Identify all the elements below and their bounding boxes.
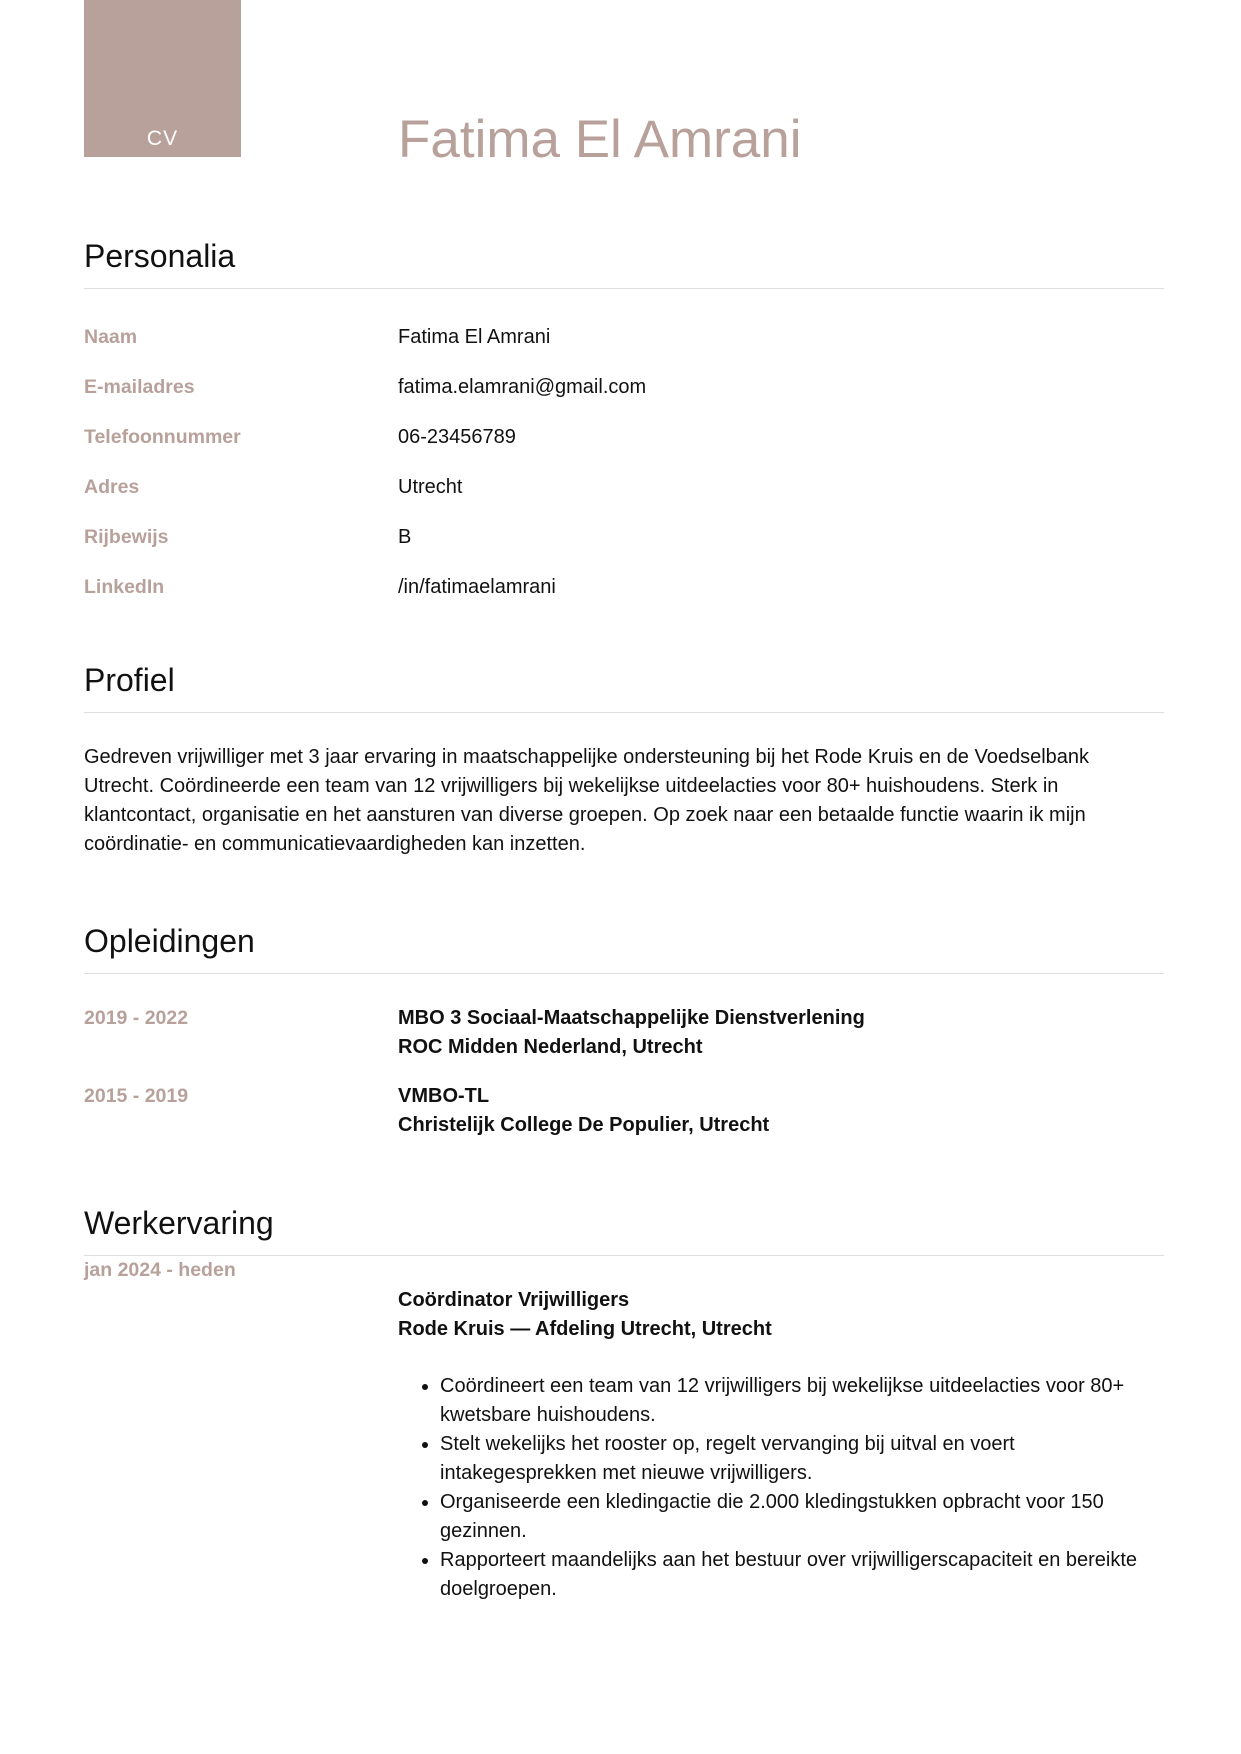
personalia-value: Utrecht — [398, 476, 463, 498]
education-school: ROC Midden Nederland, Utrecht — [398, 1036, 703, 1058]
job-role: Coördinator Vrijwilligers — [398, 1289, 630, 1311]
profile-text: Gedreven vrijwilliger met 3 jaar ervaring in maatschappelijke ondersteuning bij het Rode Kruis en de Voedselbank Utrecht. Coördineerde een team van 12 vrijwilligers bij wekelijkse uitdeelacties voor 80+ huishoudens. Sterk in klantcontact, organisatie en het aansturen van diverse groepen. Op zoek naar een betaalde functie waarin ik mijn coördinatie- en communicatievaardigheden kan inzetten. — [84, 746, 1090, 855]
personalia-label: Naam — [84, 326, 138, 348]
education-details — [398, 1082, 1164, 1140]
personalia-label: LinkedIn — [84, 576, 165, 598]
personalia-value: fatima.elamrani@gmail.com — [398, 376, 647, 398]
personalia-row-telefoon — [84, 423, 1164, 473]
job-bullet: • Coördineert een team van 12 vrijwilligers bij wekelijkse uitdeelacties voor 80+ kwetsbare huishoudens. — [440, 1372, 1164, 1430]
education-degree: VMBO-TL — [398, 1085, 490, 1107]
candidate-name: Fatima El Amrani — [398, 110, 802, 169]
job-period: jan 2024 - heden — [84, 1259, 236, 1281]
personalia-value: 06-23456789 — [398, 426, 516, 448]
job-bullets — [398, 1372, 1164, 1604]
education-item — [84, 1082, 1164, 1160]
section-personalia — [84, 236, 1164, 623]
education-list — [84, 974, 1164, 1160]
education-school: Christelijk College De Populier, Utrecht — [398, 1114, 770, 1136]
personalia-label: Rijbewijs — [84, 526, 169, 548]
personalia-row-linkedin — [84, 573, 1164, 623]
personalia-row-rijbewijs — [84, 523, 1164, 573]
personalia-value: /in/fatimaelamrani — [398, 576, 556, 598]
cv-badge-label: CV — [146, 127, 179, 150]
section-title-opleidingen: Opleidingen — [84, 921, 1164, 974]
personalia-value: B — [398, 526, 412, 548]
personalia-label: Adres — [84, 476, 140, 498]
section-title-profiel: Profiel — [84, 660, 1164, 713]
personalia-label: E-mailadres — [84, 376, 195, 398]
personalia-value: Fatima El Amrani — [398, 326, 551, 348]
section-title-personalia: Personalia — [84, 236, 1164, 289]
section-title-werkervaring: Werkervaring — [84, 1203, 1164, 1256]
section-werkervaring — [84, 1203, 1164, 1604]
education-period: 2015 - 2019 — [84, 1085, 189, 1107]
education-period: 2019 - 2022 — [84, 1007, 189, 1029]
cv-badge — [84, 0, 241, 157]
personalia-list — [84, 289, 1164, 623]
personalia-label: Telefoonnummer — [84, 426, 241, 448]
personalia-row-adres — [84, 473, 1164, 523]
education-degree: MBO 3 Sociaal-Maatschappelijke Dienstverlening — [398, 1007, 865, 1029]
personalia-row-naam — [84, 323, 1164, 373]
section-profiel — [84, 660, 1164, 859]
job-bullet: • Organiseerde een kledingactie die 2.000 kledingstukken opbracht voor 150 gezinnen. — [440, 1488, 1164, 1546]
personalia-row-email — [84, 373, 1164, 423]
job-item — [84, 1256, 1164, 1604]
job-organisation: Rode Kruis — Afdeling Utrecht, Utrecht — [398, 1318, 772, 1340]
job-details — [398, 1286, 1164, 1604]
job-bullet: • Rapporteert maandelijks aan het bestuur over vrijwilligerscapaciteit en bereikte doelgroepen. — [440, 1546, 1164, 1604]
education-details — [398, 1004, 1164, 1062]
job-bullet: • Stelt wekelijks het rooster op, regelt vervanging bij uitval en voert intakegesprekken met nieuwe vrijwilligers. — [440, 1430, 1164, 1488]
section-opleidingen — [84, 921, 1164, 1160]
education-item — [84, 1004, 1164, 1082]
